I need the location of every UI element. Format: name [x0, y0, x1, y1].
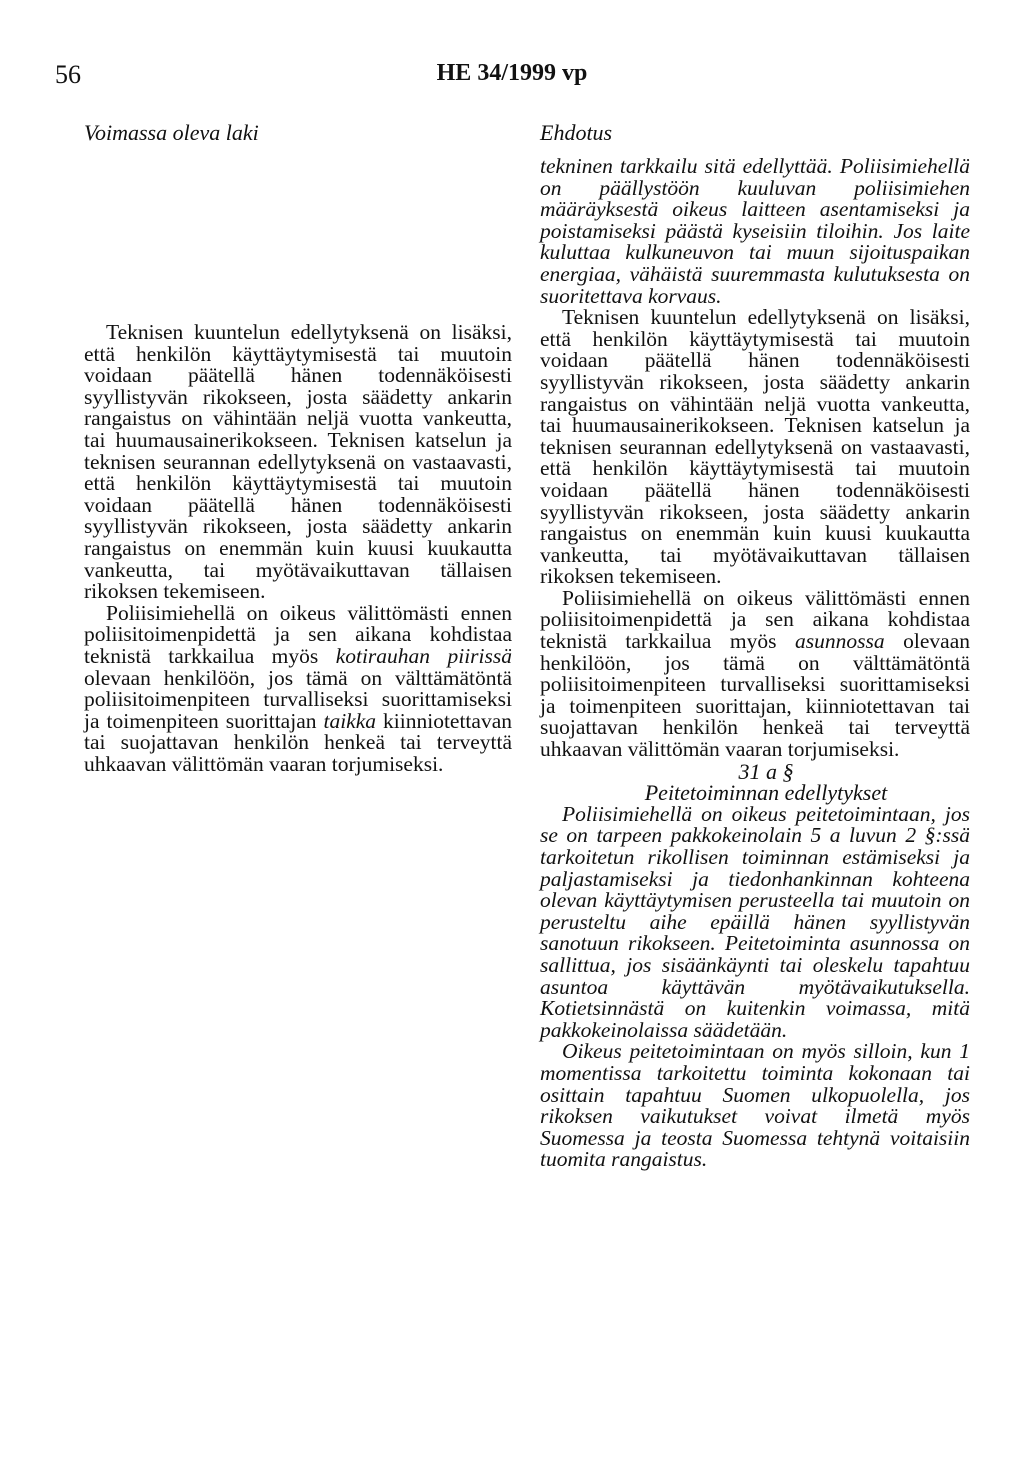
left-paragraph-1: Teknisen kuuntelun edellytyksenä on lisäksi, että henkilön käyttäytymisestä tai muutoin voidaan päätellä hänen todennäköisesti syyllistyvän rikokseen, josta säädetty ankarin rangaistus on vähintään neljä vuotta vankeutta, tai huumausainerikokseen. Teknisen katselun ja teknisen seurannan edellytyksenä on vastaavasti, että henkilön käyttäytymisestä tai muutoin voidaan päätellä hänen todennäköisesti syyllistyvän rikokseen, josta säädetty ankarin rangaistus on enemmän kuin kuusi kuukautta vankeutta, tai myötävaikuttavan tällaisen rikoksen tekemiseen. — [84, 320, 512, 604]
right-p2-text-a: Poliisimiehellä on oikeus välittömästi ennen poliisitoimenpidettä ja sen aikana kohdistaa teknistä tarkkailua myös — [540, 585, 970, 654]
right-p2-text-b: olevaan henkilöön, jos tämä on välttämätöntä poliisitoimenpiteen turvalliseksi suorittamiseksi ja toimenpiteen suorittajan, kiinniotettavan tai suojattavan henkilön henkeä tai terveyttä uhkaavan välittömän vaaran torjumiseksi. — [540, 629, 971, 762]
left-column-heading: Voimassa oleva laki — [84, 120, 259, 145]
document-id: HE 34/1999 vp — [436, 60, 588, 86]
right-column-heading: Ehdotus — [540, 120, 613, 145]
left-p2-text-b: olevaan henkilöön, jos tämä on välttämätöntä poliisitoimenpiteen turvalliseksi suorittamiseksi ja toimenpiteen suorittajan — [84, 665, 512, 733]
left-p2-italic-2: taikka — [323, 708, 377, 733]
right-paragraph-0: tekninen tarkkailu sitä edellyttää. Poliisimiehellä on päällystöön kuuluvan poliisimiehen määräyksestä oikeus laitteen asentamiseksi ja poistamiseksi päästä kyseisiin tiloihin. Jos laite kuluttaa kulkuneuvon tai muun sijoituspaikan energiaa, vähäistä suuremmasta kulutuksesta on suoritettava korvaus. — [540, 154, 970, 308]
left-p2-text-a: Poliisimiehellä on oikeus välittömästi ennen poliisitoimenpidettä ja sen aikana kohdistaa teknistä tarkkailua myös — [84, 600, 512, 668]
section-number: 31 a § — [738, 758, 794, 784]
right-paragraph-3: Poliisimiehellä on oikeus peitetoimintaan, jos se on tarpeen pakkokeinolain 5 a luvun 2 §:ssä tarkoitetun rikollisen toiminnan estämiseksi ja paljastamiseksi ja tiedonhankinnan kohteena olevan käyttäytymisen perusteella tai muutoin on perusteltu aihe epäillä hänen syyllistyvän sanotuun rikokseen. Peitetoiminta asunnossa on sallittua, jos sisäänkäynti tai oleskelu tapahtuu asuntoa käyttävän myötävaikutuksella. Kotietsinnästä on kuitenkin voimassa, mitä pakkokeinolaissa säädetään. — [540, 801, 970, 1042]
left-p2-italic-1: kotirauhan piirissä — [335, 643, 512, 668]
left-paragraph-2 — [84, 600, 512, 776]
left-p2-text-c: kiinniotettavan tai suojattavan henkilön henkeä tai terveyttä uhkaavan välittömän vaaran torjumiseksi. — [84, 708, 512, 776]
right-paragraph-1: Teknisen kuuntelun edellytyksenä on lisäksi, että henkilön käyttäytymisestä tai muutoin voidaan päätellä hänen todennäköisesti syyllistyvän rikokseen, josta säädetty ankarin rangaistus on vähintään neljä vuotta vankeutta, tai huumausainerikokseen. Teknisen katselun ja teknisen seurannan edellytyksenä on vastaavasti, että henkilön käyttäytymisestä tai muutoin voidaan päätellä hänen todennäköisesti syyllistyvän rikokseen, josta säädetty ankarin rangaistus on enemmän kuin kuusi kuukautta vankeutta, tai myötävaikuttavan tällaisen rikoksen tekemiseen. — [540, 305, 970, 589]
right-column — [540, 156, 970, 1171]
right-p2-italic-1: asunnossa — [795, 629, 885, 654]
page-number: 56 — [55, 60, 81, 89]
right-paragraph-2 — [540, 585, 971, 762]
section-title: Peitetoiminnan edellytykset — [644, 780, 888, 806]
left-column — [84, 322, 512, 775]
right-paragraph-4: Oikeus peitetoimintaan on myös silloin, kun 1 momentissa tarkoitettu toiminta kokonaan tai osittain tapahtuu Suomen ulkopuolella, jos rikoksen vaikutukset voivat ilmetä myös Suomessa ja teosta Suomessa tehtynä voitaisiin tuomita rangaistus. — [540, 1039, 970, 1172]
